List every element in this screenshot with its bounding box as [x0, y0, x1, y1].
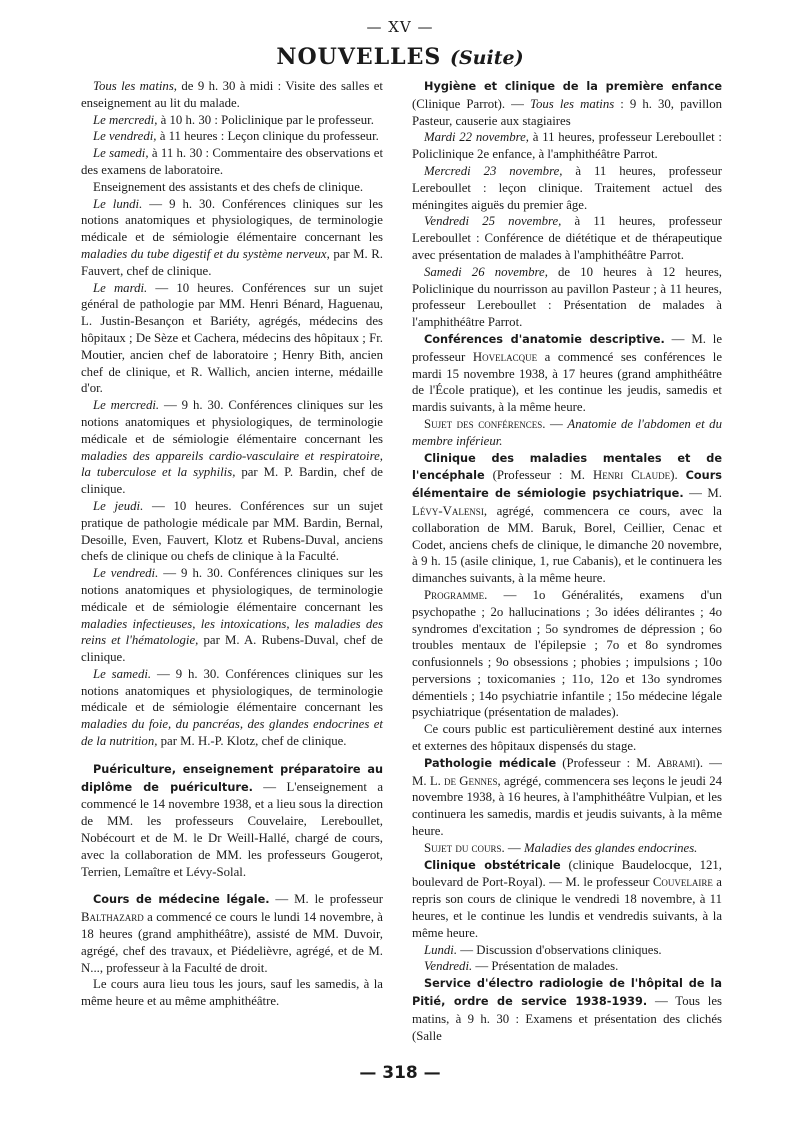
paragraph [412, 958, 722, 975]
text: à 11 heures, professeur Lereboullet : Policlinique 2e enfance, à l'amphithéâtre Parrot. [412, 130, 722, 162]
paragraph [412, 450, 722, 587]
text: à 11 heures, professeur Lereboullet : leçon clinique. Traitement actuel des méningites aiguës du premier âge. [412, 163, 722, 212]
text: — 9 h. 30. Conférences cliniques sur les notions anatomiques et physiologiques, de terminologie médicale et de sémiologie élémentaire concernant les [81, 398, 383, 446]
text: Le cours aura lieu tous les jours, sauf les samedis, à la même heure et au même amphithéâtre. [81, 977, 383, 1009]
paragraph [412, 721, 722, 755]
text: — Tous les matins, à 9 h. 30 : Examens et présentation des clichés (Salle [412, 994, 722, 1043]
text: (Professeur : M. [484, 468, 593, 483]
paragraph [412, 975, 722, 1044]
text: à 10 h. 30 : Policlinique par le professeur. [157, 112, 374, 127]
paragraph [412, 416, 722, 450]
bold-heading: Puériculture, enseignement préparatoire au diplôme de puériculture. [81, 762, 383, 794]
italic-lead: Le mardi. [93, 280, 148, 295]
small-caps-name: Abrami [656, 755, 696, 770]
text: (Professeur : M. [556, 755, 657, 770]
text: a commencé ses conférences le mardi 15 novembre 1938, à 17 heures (grand amphithéâtre de l'École pratique), et les continue les jeudis, samedis et mardis suivants, à la même heure. [412, 349, 723, 415]
paragraph [412, 587, 722, 721]
paragraph [412, 840, 722, 857]
text: à 11 heures, professeur Lereboullet : Conférence de diététique et de thérapeutique avec présentation de malades à l'amphithéâtre Parrot. [412, 214, 722, 262]
italic-lead: Le samedi, [93, 146, 149, 161]
left-column [81, 78, 383, 1010]
paragraph [412, 129, 722, 163]
text: par M. P. Bardin, chef de clinique. [81, 465, 383, 497]
small-caps-label: Sujet du cours. [424, 840, 505, 855]
text: — M. [683, 486, 722, 501]
italic-text: maladies du tube digestif et du système nerveux, [81, 246, 330, 261]
small-caps-name: Balthazard [81, 910, 144, 925]
paragraph [81, 565, 383, 666]
text: — [545, 416, 568, 431]
text: de 10 heures à 12 heures, Policlinique du nourrisson au pavillon Pasteur ; à 11 heures, professeur Lereboullet : Présentation de malades à l'amphithéâtre Parrot. [412, 264, 722, 330]
text: — L'enseignement a commencé le 14 novembre 1938, et a lieu sous la direction de MM. les professeurs Couvelaire, Lereboullet, Nobécourt et de M. le Dr Weill-Hallé, chargé de cours, avec la collaboration de MM. les professeurs Gougerot, Terrien, Lemaître et Lévy-Solal. [81, 779, 383, 879]
italic-lead: Le mercredi. [93, 398, 160, 413]
small-caps-name: Henri Claude [592, 468, 671, 483]
text: (Clinique Parrot). — [412, 96, 531, 111]
text: ). [670, 468, 686, 483]
small-caps-name: Lévy-Valensi [412, 503, 484, 518]
paragraph [81, 666, 383, 750]
italic-text: maladies du foie, du pancréas, des glandes endocrines et de la nutrition, [81, 717, 383, 749]
text: par M. A. Rubens-Duval, chef de clinique. [81, 633, 383, 665]
italic-text: Maladies des glandes endocrines. [523, 840, 698, 855]
small-caps-label: Sujet des conférences. [424, 416, 546, 431]
section-title: NOUVELLES [276, 44, 442, 70]
text: — 9 h. 30. Conférences cliniques sur les notions anatomiques et physiologiques, de terminologie médicale et de sémiologie élémentaire concernant les [81, 666, 383, 715]
paragraph [412, 163, 722, 213]
bold-heading: Hygiène et clinique de la première enfance [424, 80, 722, 93]
paragraph [81, 761, 383, 881]
bold-heading: Cours élémentaire de sémiologie psychiatrique. [412, 469, 722, 501]
italic-lead: Vendredi 25 novembre, [424, 214, 562, 229]
right-column [412, 78, 722, 1044]
text: — 1o Généralités, examens d'un psychopathe ; 2o hallucinations ; 3o idées délirantes ; 4o syndromes d'excitation ; 5o syndromes de dépression ; 6o troubles mentaux de l'épilepsie ; 7o et 8o syndromes confusionnels ; 9o obsessions ; phobies ; impulsions ; 10o perversions ; toxicomanies ; 11o, 12o et 13o syndromes démentiels ; 14o psychiatrie infantile ; 15o médecine légale psychiatrique (présentation de malades). [412, 587, 722, 720]
italic-lead: Tous les matins, [93, 79, 178, 93]
paragraph [412, 331, 722, 416]
bold-heading: Service d'électro radiologie de l'hôpital de la Pitié, ordre de service 1938-1939. [412, 977, 722, 1009]
paragraph [412, 213, 722, 263]
italic-lead: Le vendredi, [93, 129, 157, 144]
text: : 9 h. 30, pavillon Pasteur, causerie aux stagiaires [412, 96, 723, 128]
paragraph [81, 196, 383, 280]
small-caps-name: Couvelaire [652, 875, 713, 890]
text: — 9 h. 30. Conférences cliniques sur les notions anatomiques et physiologiques, de terminologie médicale et de sémiologie élémentaire concernant les [81, 196, 383, 245]
italic-lead: Samedi 26 novembre, [424, 264, 548, 279]
italic-lead: Mercredi 23 novembre, [424, 163, 563, 178]
paragraph [81, 128, 383, 145]
text: — Présentation de malades. [472, 959, 619, 974]
text: par M. H.-P. Klotz, chef de clinique. [157, 734, 347, 749]
text: à 11 heures : Leçon clinique du professeur. [156, 129, 379, 144]
paragraph [81, 78, 383, 112]
small-caps-label: Programme. [424, 587, 488, 602]
folio-page-number: — 318 — [359, 1063, 441, 1083]
text: Ce cours public est particulièrement destiné aux internes et externes des hôpitaux dispensés du stage. [412, 722, 722, 754]
paragraph [81, 280, 383, 398]
text: (clinique Baudelocque, 121, boulevard de Port-Royal). — M. le professeur [412, 857, 722, 890]
section-subtitle: (Suite) [449, 47, 524, 69]
text: — Discussion d'observations cliniques. [457, 942, 662, 957]
text: de 9 h. 30 à midi : Visite des salles et enseignement au lit du malade. [81, 79, 383, 110]
text: Enseignement des assistants et des chefs de clinique. [93, 179, 364, 194]
text: a repris son cours de clinique le vendredi 18 novembre, à 11 heures, et le continue les lundis et vendredis suivants, à la même heure. [412, 875, 722, 940]
text: , agrégé, commencera ce cours, avec la collaboration de MM. Baruk, Borel, Ceillier, Cenac et Codet, anciens chefs de clinique, le dimanche 20 novembre, à 9 h. 15 (asile clinique, 1, rue Cabanis), et le continuera les dimanches suivants, à la même heure. [412, 503, 722, 586]
paragraph [81, 976, 383, 1010]
paragraph [81, 145, 383, 179]
bold-heading: Clinique obstétricale [424, 858, 561, 872]
text: — M. le professeur [412, 331, 722, 364]
text: — 10 heures. Conférences sur un sujet général de pathologie par MM. Henri Bénard, Haguenau, L. Justin-Besançon et Bariéty, agrégés, médecins des hôpitaux ; De Sèze et Cachera, médecins des hôpitaux ; Fr. Moutier, ancien chef de laboratoire ; Henry Bith, ancien chef de clinique, et R. Wallich, ancien interne, médaille d'or. [81, 280, 383, 396]
paragraph [412, 942, 722, 959]
paragraph [412, 78, 722, 129]
bold-heading: Pathologie médicale [424, 756, 557, 770]
bold-heading: Conférences d'anatomie descriptive. [424, 332, 665, 346]
paragraph [81, 397, 383, 498]
italic-lead: Le vendredi. [93, 566, 159, 581]
paragraph [81, 891, 383, 976]
bold-heading: Clinique des maladies mentales et de l'encéphale [412, 451, 722, 483]
italic-text: maladies des appareils cardio-vasculaire et respiratoire, la tuberculose et la syphilis, [81, 448, 383, 480]
text: à 11 h. 30 : Commentaire des observations et des examens de laboratoire. [81, 146, 384, 177]
italic-text: Anatomie de l'abdomen et du membre inférieur. [412, 416, 722, 448]
text: — 9 h. 30. Conférences cliniques sur les notions anatomiques et physiologiques, de terminologie médicale et de sémiologie élémentaire concernant les [81, 566, 383, 614]
text: ). — M. [412, 755, 722, 788]
bold-heading: Cours de médecine légale. [93, 893, 270, 907]
italic-text: Tous les matins [530, 96, 615, 111]
italic-text: maladies infectieuses, les intoxications, les maladies des reins et l'hématologie, [81, 616, 383, 648]
text: par M. R. Fauvert, chef de clinique. [81, 246, 383, 278]
italic-lead: Le samedi. [93, 666, 152, 681]
paragraph [81, 179, 383, 196]
italic-lead: Le mercredi, [93, 112, 158, 127]
paragraph [412, 755, 722, 840]
small-caps-name: L. de Gennes [429, 773, 498, 788]
text: — M. le professeur [269, 892, 383, 907]
paragraph [412, 264, 722, 331]
roman-page-number: — XV — [366, 18, 434, 36]
small-caps-name: Hovelacque [472, 349, 538, 364]
italic-lead: Mardi 22 novembre, [424, 130, 530, 145]
text: — [504, 840, 524, 855]
italic-lead: Vendredi. [424, 959, 473, 974]
italic-lead: Le jeudi. [93, 498, 144, 513]
text: — 10 heures. Conférences sur un sujet pratique de pathologie médicale par MM. Bardin, Bernal, Desoille, Even, Fauvert, Klotz et Rubens-Duval, anciens chefs de clinique ou chefs de clinique à la Faculté. [81, 498, 383, 564]
paragraph [412, 857, 722, 942]
section-heading [0, 44, 800, 70]
paragraph [81, 112, 383, 129]
italic-lead: Lundi. [424, 942, 458, 957]
italic-lead: Le lundi. [93, 196, 143, 211]
text: a commencé ce cours le lundi 14 novembre, à 18 heures (grand amphithéâtre), assisté de MM. Duvoir, agrégé, chef des travaux, et Piédelièvre, agrégé, et de M. N..., professeur à la Faculté de droit. [81, 910, 383, 975]
paragraph [81, 498, 383, 565]
text: , agrégé, commencera ses leçons le jeudi 24 novembre 1938, à 16 heures, à l'amphithéâtre Vulpian, et les continuera les samedis, mardis et jeudis suivants, à la même heure. [412, 773, 722, 839]
